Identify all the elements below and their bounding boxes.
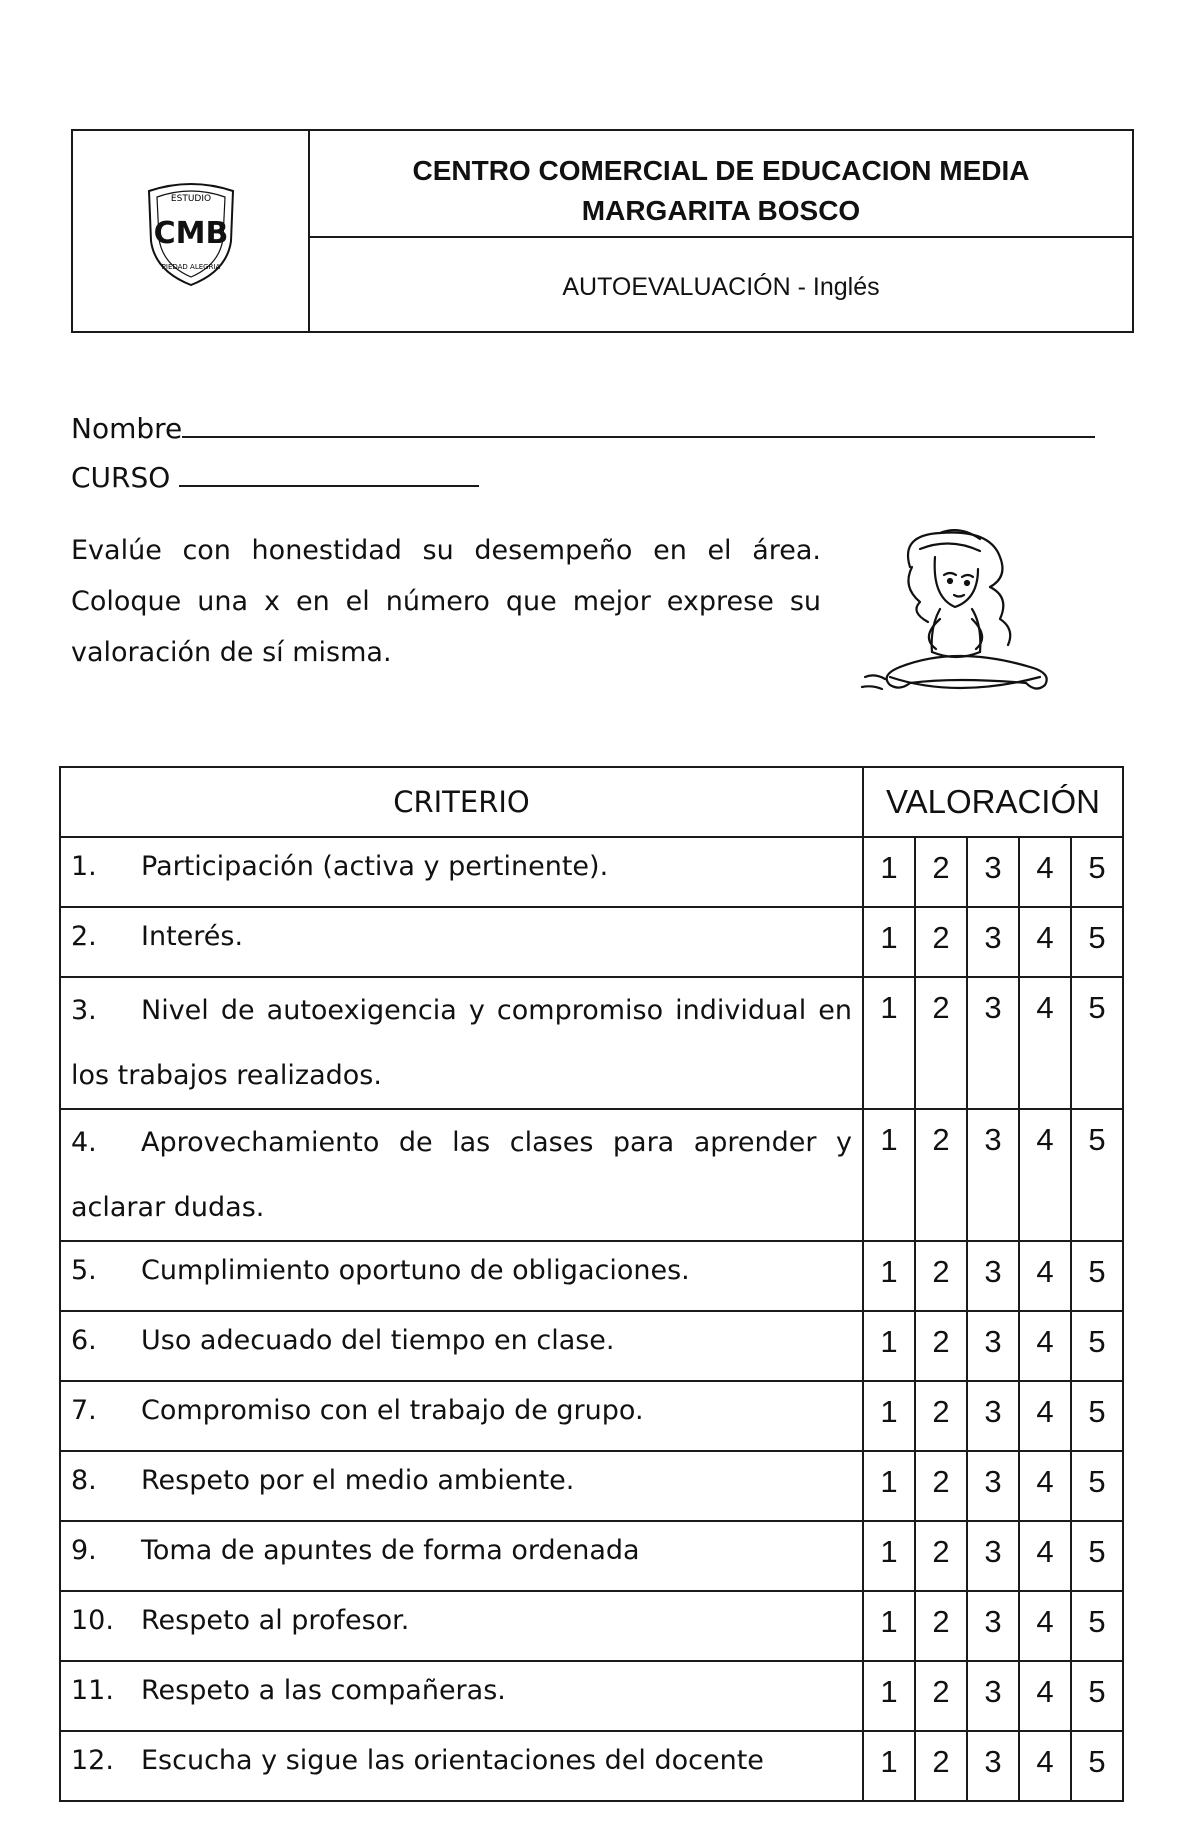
score-option-1[interactable]: 1: [863, 1591, 915, 1661]
score-option-1[interactable]: 1: [863, 1381, 915, 1451]
score-option-3[interactable]: 3: [967, 1109, 1019, 1241]
score-option-1[interactable]: 1: [863, 1241, 915, 1311]
school-name: [310, 131, 1132, 238]
school-logo: [131, 171, 251, 291]
score-option-3[interactable]: 3: [967, 1661, 1019, 1731]
course-label: CURSO: [71, 461, 171, 494]
criterion-cell: [60, 1591, 863, 1661]
table-header-row: [60, 767, 1123, 837]
name-blank[interactable]: [182, 408, 1095, 438]
criterion-cell: [60, 1451, 863, 1521]
logo-letters: CMB: [153, 216, 228, 251]
score-option-4[interactable]: 4: [1019, 977, 1071, 1109]
score-option-5[interactable]: 5: [1071, 1591, 1123, 1661]
criterion-cell: [60, 977, 863, 1109]
criterion-number: 2.: [71, 921, 97, 952]
criterion-text: Respeto por el medio ambiente.: [141, 1465, 575, 1496]
criterion-text: Interés.: [141, 921, 244, 952]
criterion-number: 7.: [71, 1395, 97, 1426]
criterion-cell: [60, 1731, 863, 1801]
score-option-4[interactable]: 4: [1019, 1241, 1071, 1311]
score-option-3[interactable]: 3: [967, 837, 1019, 907]
criterion-text: Nivel de autoexigencia y compromiso individual en los trabajos realizados.: [71, 995, 852, 1091]
score-option-3[interactable]: 3: [967, 1591, 1019, 1661]
score-option-2[interactable]: 2: [915, 1241, 967, 1311]
score-option-2[interactable]: 2: [915, 977, 967, 1109]
criterion-text: Respeto a las compañeras.: [141, 1675, 506, 1706]
criterion-number: 4.: [71, 1127, 97, 1158]
score-option-3[interactable]: 3: [967, 1731, 1019, 1801]
score-option-5[interactable]: 5: [1071, 1311, 1123, 1381]
score-option-3[interactable]: 3: [967, 1451, 1019, 1521]
document-subtitle: AUTOEVALUACIÓN - Inglés: [562, 273, 880, 301]
score-option-1[interactable]: 1: [863, 1311, 915, 1381]
criterion-number: 8.: [71, 1465, 97, 1496]
criterion-number: 10.: [71, 1605, 114, 1636]
criterion-cell: [60, 837, 863, 907]
document-header: [71, 129, 1134, 333]
score-option-4[interactable]: 4: [1019, 837, 1071, 907]
score-option-1[interactable]: 1: [863, 1521, 915, 1591]
score-option-4[interactable]: 4: [1019, 907, 1071, 977]
name-field: [71, 408, 1095, 449]
criterion-text: Compromiso con el trabajo de grupo.: [141, 1395, 644, 1426]
score-option-5[interactable]: 5: [1071, 837, 1123, 907]
school-name-line2: MARGARITA BOSCO: [581, 194, 861, 226]
criterion-cell: [60, 1381, 863, 1451]
criterion-number: 5.: [71, 1255, 97, 1286]
criterion-text: Cumplimiento oportuno de obligaciones.: [141, 1255, 690, 1286]
criterion-text: Escucha y sigue las orientaciones del docente: [141, 1745, 764, 1776]
score-option-2[interactable]: 2: [915, 1661, 967, 1731]
criterion-cell: [60, 1109, 863, 1241]
logo-top-text: ESTUDIO: [170, 194, 211, 204]
score-option-4[interactable]: 4: [1019, 1109, 1071, 1241]
criterion-number: 12.: [71, 1745, 114, 1776]
criterion-number: 9.: [71, 1535, 97, 1566]
score-option-5[interactable]: 5: [1071, 1241, 1123, 1311]
table-row: [60, 907, 1123, 977]
criterion-number: 11.: [71, 1675, 114, 1706]
criterion-cell: [60, 1521, 863, 1591]
rating-header: VALORACIÓN: [863, 767, 1123, 837]
score-option-2[interactable]: 2: [915, 837, 967, 907]
criterion-text: Respeto al profesor.: [141, 1605, 410, 1636]
score-option-4[interactable]: 4: [1019, 1521, 1071, 1591]
score-option-5[interactable]: 5: [1071, 1731, 1123, 1801]
score-option-3[interactable]: 3: [967, 1311, 1019, 1381]
score-option-2[interactable]: 2: [915, 1109, 967, 1241]
score-option-3[interactable]: 3: [967, 1521, 1019, 1591]
logo-bottom-text: PIEDAD ALEGRIA: [161, 263, 220, 271]
score-option-4[interactable]: 4: [1019, 1311, 1071, 1381]
score-option-3[interactable]: 3: [967, 907, 1019, 977]
criterion-text: Toma de apuntes de forma ordenada: [141, 1535, 640, 1566]
name-label: Nombre: [71, 412, 183, 445]
seated-girl-illustration: [840, 527, 1090, 707]
criterion-text: Aprovechamiento de las clases para aprender y aclarar dudas.: [71, 1127, 852, 1223]
instructions-text: Evalúe con honestidad su desempeño en el área. Coloque una x en el número que mejor exprese su valoración de sí misma.: [71, 535, 821, 668]
score-option-2[interactable]: 2: [915, 1311, 967, 1381]
criterion-text: Uso adecuado del tiempo en clase.: [141, 1325, 615, 1356]
score-option-1[interactable]: 1: [863, 977, 915, 1109]
score-option-4[interactable]: 4: [1019, 1731, 1071, 1801]
table-row: [60, 1311, 1123, 1381]
table-row: [60, 1731, 1123, 1801]
score-option-5[interactable]: 5: [1071, 1521, 1123, 1591]
criterion-cell: [60, 907, 863, 977]
table-row: [60, 1521, 1123, 1591]
table-row: [60, 1451, 1123, 1521]
course-blank[interactable]: [179, 457, 479, 487]
score-option-1[interactable]: 1: [863, 1109, 915, 1241]
score-option-5[interactable]: 5: [1071, 907, 1123, 977]
score-option-2[interactable]: 2: [915, 1731, 967, 1801]
school-name-line1: CENTRO COMERCIAL DE EDUCACION MEDIA: [412, 154, 1030, 186]
score-option-1[interactable]: 1: [863, 1661, 915, 1731]
logo-cell: [73, 131, 310, 331]
score-option-4[interactable]: 4: [1019, 1451, 1071, 1521]
score-option-4[interactable]: 4: [1019, 1591, 1071, 1661]
evaluation-table: [59, 766, 1124, 1802]
table-row: [60, 1661, 1123, 1731]
title-cell: [310, 131, 1132, 331]
course-field: [71, 457, 479, 498]
score-option-4[interactable]: 4: [1019, 1381, 1071, 1451]
score-option-1[interactable]: 1: [863, 907, 915, 977]
score-option-2[interactable]: 2: [915, 1521, 967, 1591]
table-row: [60, 1591, 1123, 1661]
score-option-3[interactable]: 3: [967, 1241, 1019, 1311]
score-option-2[interactable]: 2: [915, 907, 967, 977]
criterion-number: 6.: [71, 1325, 97, 1356]
table-body: [60, 837, 1123, 1801]
table-row: [60, 1109, 1123, 1241]
criterion-text: Participación (activa y pertinente).: [141, 851, 609, 882]
criterion-number: 3.: [71, 995, 97, 1026]
criterion-cell: [60, 1241, 863, 1311]
score-option-1[interactable]: 1: [863, 1451, 915, 1521]
table-row: [60, 1381, 1123, 1451]
criterion-cell: [60, 1311, 863, 1381]
score-option-5[interactable]: 5: [1071, 1661, 1123, 1731]
criterion-cell: [60, 1661, 863, 1731]
score-option-2[interactable]: 2: [915, 1381, 967, 1451]
score-option-3[interactable]: 3: [967, 1381, 1019, 1451]
criterion-header: CRITERIO: [60, 767, 863, 837]
score-option-1[interactable]: 1: [863, 837, 915, 907]
table-row: [60, 977, 1123, 1109]
score-option-5[interactable]: 5: [1071, 1451, 1123, 1521]
table-row: [60, 1241, 1123, 1311]
score-option-1[interactable]: 1: [863, 1731, 915, 1801]
score-option-2[interactable]: 2: [915, 1451, 967, 1521]
score-option-5[interactable]: 5: [1071, 977, 1123, 1109]
score-option-4[interactable]: 4: [1019, 1661, 1071, 1731]
criterion-number: 1.: [71, 851, 97, 882]
score-option-5[interactable]: 5: [1071, 1381, 1123, 1451]
table-row: [60, 837, 1123, 907]
score-option-3[interactable]: 3: [967, 977, 1019, 1109]
score-option-5[interactable]: 5: [1071, 1109, 1123, 1241]
score-option-2[interactable]: 2: [915, 1591, 967, 1661]
